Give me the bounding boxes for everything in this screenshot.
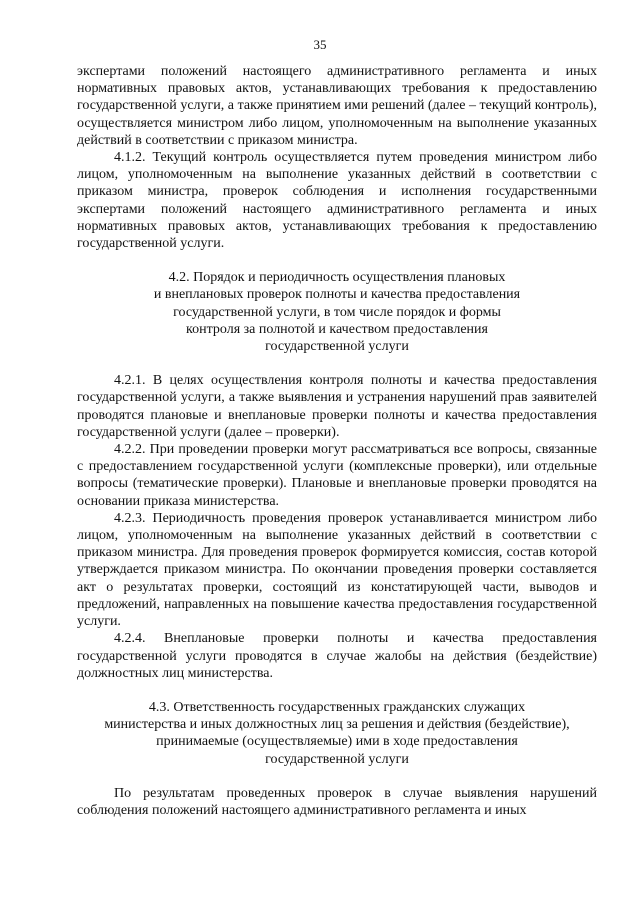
page-number: 35 [313,37,327,52]
paragraph-4-2-1: 4.2.1. В целях осуществления контроля полноты и качества предоставления государственной услуги, а также выявления и устранения нарушений прав заявителей проводятся плановые и внеплановые проверки полноты и качества предоставления государственной услуги (далее – проверки). [77,373,597,440]
heading-line: государственной услуги [265,751,409,767]
paragraph-4-2-2: 4.2.2. При проведении проверки могут рассматриваться все вопросы, связанные с предоставлением государственной услуги (комплексные проверки), или отдельные вопросы (тематические проверки). Плановые и внеплановые проверки проводятся на основании приказа министерства. [77,442,597,509]
heading-line: 4.3. Ответственность государственных гражданских служащих [148,699,526,715]
section-heading-4-2 [77,269,597,355]
heading-line: принимаемые (осуществляемые) ими в ходе предоставления [156,734,518,750]
heading-line: государственной услуги, в том числе порядок и формы [173,304,501,320]
section-heading-4-3 [77,699,597,768]
paragraph-4-2-4: 4.2.4. Внеплановые проверки полноты и качества предоставления государственной услуги проводятся в случае жалобы на действия (бездействие) должностных лиц министерства. [77,631,597,681]
heading-line: министерства и иных должностных лиц за решения и действия (бездействие), [104,717,570,733]
paragraph-4-3-intro: По результатам проведенных проверок в случае выявления нарушений соблюдения положений настоящего административного регламента и иных [77,785,597,818]
paragraph-4-1-1-continuation: экспертами положений настоящего административного регламента и иных нормативных правовых актов, устанавливающих требования к предоставлению государственной услуги, а также принятием ими решений (далее – текущий контроль), осуществляется министром либо лицом, уполномоченным на выполнение указанных действий в соответствии с приказом министра. [77,64,597,148]
heading-line: 4.2. Порядок и периодичность осуществления плановых [168,270,506,286]
document-body [77,63,597,819]
paragraph-4-1-2: 4.1.2. Текущий контроль осуществляется путем проведения министром либо лицом, уполномоченным на выполнение указанных действий в соответствии с приказом министра, проверок соблюдения и исполнения государственными экспертами положений настоящего административного регламента и иных нормативных правовых актов, устанавливающих требования к предоставлению государственной услуги. [77,150,597,252]
heading-line: государственной услуги [265,339,409,355]
heading-line: контроля за полнотой и качеством предоставления [186,321,488,337]
heading-line: и внеплановых проверок полноты и качества предоставления [153,287,521,303]
paragraph-4-2-3: 4.2.3. Периодичность проведения проверок устанавливается министром либо лицом, уполномоченным на выполнение указанных действий в соответствии с приказом министра. Для проведения проверок формируется комиссия, состав которой утверждается приказом министра. По окончании проведения проверки составляется акт о результатах проверки, состоящий из констатирующей части, выводов и предложений, направленных на повышение качества предоставления государственной услуги. [77,510,597,630]
